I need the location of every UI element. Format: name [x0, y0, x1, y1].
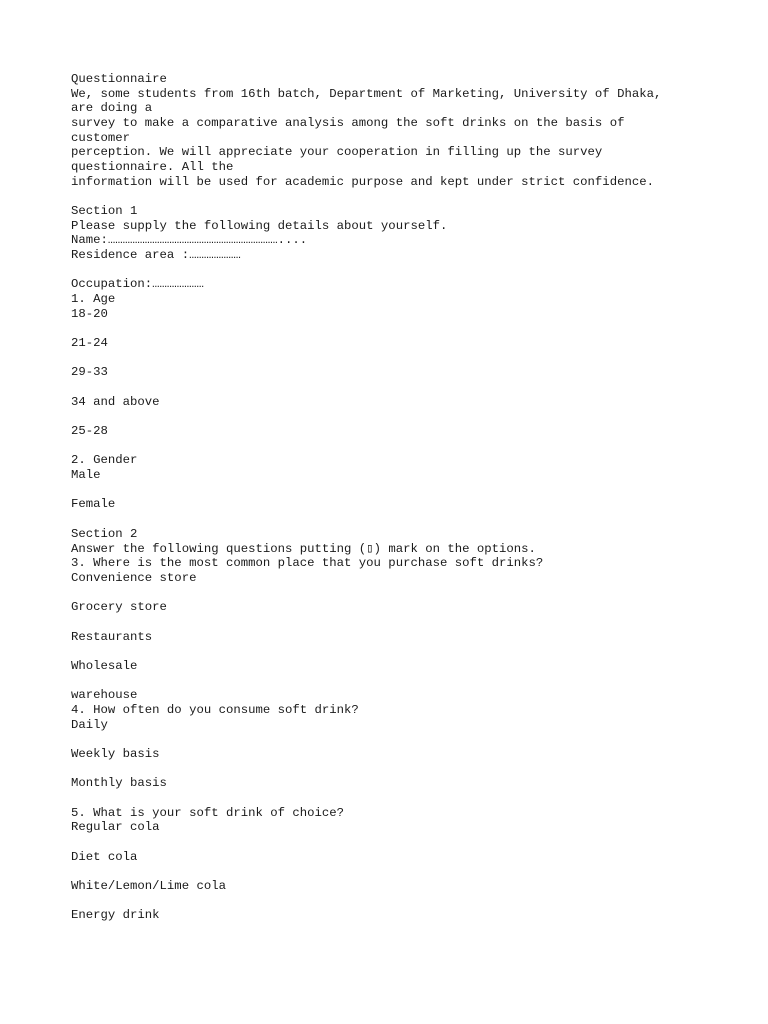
document-line: Questionnaire [71, 72, 167, 86]
document-line: customer [71, 130, 131, 145]
blank-line [71, 615, 661, 630]
document-line: 34 and above [71, 394, 160, 409]
document-line: 29-33 [71, 365, 108, 380]
document-line: Grocery store [71, 600, 167, 615]
document-line: 3. Where is the most common place that you purchase soft drinks? [71, 556, 544, 571]
document-line: 21-24 [71, 336, 108, 351]
document-line: Daily [71, 717, 108, 732]
blank-line [71, 409, 661, 424]
document-line: 18-20 [71, 306, 108, 321]
document-line: 2. Gender [71, 453, 138, 468]
document-line: Energy drink [71, 908, 160, 923]
document-line: Monthly basis [71, 776, 167, 791]
blank-line [71, 732, 661, 747]
document-line: Male [71, 468, 101, 483]
document-line: questionnaire. All the [71, 160, 234, 175]
document-line: 4. How often do you consume soft drink? [71, 702, 359, 717]
blank-line [71, 791, 661, 806]
blank-line [71, 351, 661, 366]
document-line: 25-28 [71, 424, 108, 439]
document-line: perception. We will appreciate your cooperation in filling up the survey [71, 145, 603, 160]
document-line: 5. What is your soft drink of choice? [71, 805, 345, 820]
document-line: Wholesale [71, 658, 138, 673]
blank-line [71, 263, 661, 278]
document-line: Female [71, 497, 116, 512]
blank-line [71, 512, 661, 527]
document-line: are doing a [71, 101, 153, 116]
document-line: Please supply the following details about yourself. [71, 218, 448, 233]
document-line: survey to make a comparative analysis among the soft drinks on the basis of [71, 116, 625, 131]
document-line: Convenience store [71, 570, 197, 585]
blank-line [71, 439, 661, 454]
blank-line [71, 762, 661, 777]
document-line: Restaurants [71, 629, 153, 644]
document-line: We, some students from 16th batch, Department of Marketing, University of Dhaka, [71, 86, 662, 101]
document-line: Residence area :………………… [71, 248, 241, 263]
document-line: Occupation:………………… [71, 277, 204, 292]
document-line: 1. Age [71, 292, 116, 307]
blank-line [71, 644, 661, 659]
blank-line [71, 483, 661, 498]
document-line: warehouse [71, 688, 138, 703]
blank-line [71, 864, 661, 879]
document-line: White/Lemon/Lime cola [71, 878, 226, 893]
blank-line [71, 674, 661, 689]
document-line: Diet cola [71, 849, 138, 864]
document-line: Name:…………………………………………………………….... [71, 233, 308, 248]
blank-line [71, 380, 661, 395]
document-line: Regular cola [71, 820, 160, 835]
document-line: Section 2 [71, 526, 138, 541]
blank-line [71, 586, 661, 601]
document-line: Answer the following questions putting (▯) mark on the options. [71, 541, 536, 556]
blank-line [71, 189, 661, 204]
document-line: Section 1 [71, 204, 138, 219]
questionnaire-document [71, 72, 661, 923]
blank-line [71, 894, 661, 909]
document-line: information will be used for academic purpose and kept under strict confidence. [71, 174, 654, 189]
blank-line [71, 835, 661, 850]
document-line: Weekly basis [71, 746, 160, 761]
blank-line [71, 321, 661, 336]
